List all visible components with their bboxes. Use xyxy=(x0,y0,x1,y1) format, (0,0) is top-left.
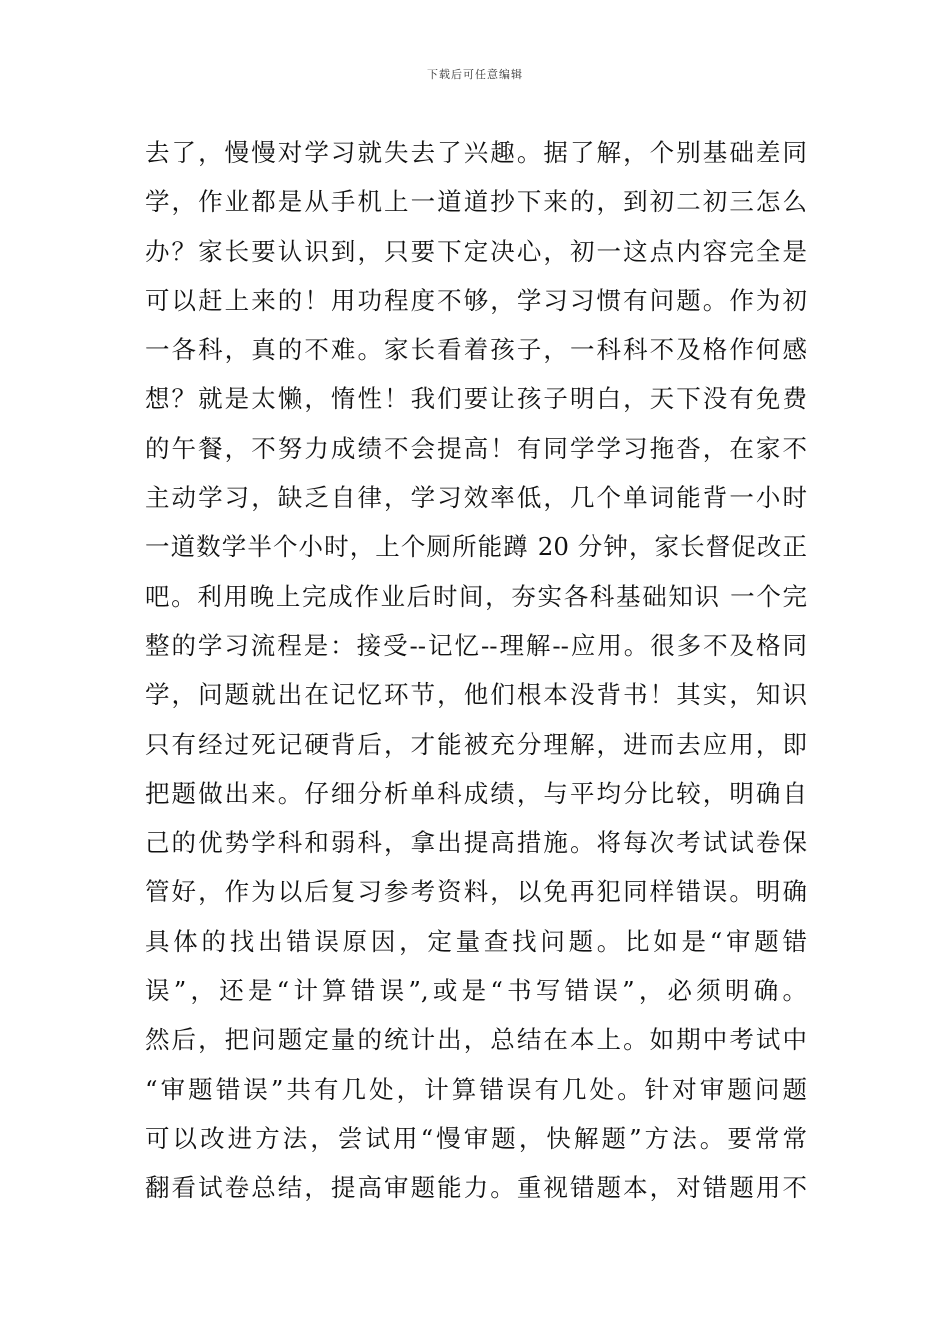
text-line: 一道数学半个小时，上个厕所能蹲 20 分钟，家长督促改正 xyxy=(145,532,807,562)
text-line: 翻看试卷总结，提高审题能力。重视错题本，对错题用不 xyxy=(145,1173,807,1203)
text-line: 可以改进方法，尝试用“慢审题，快解题”方法。要常常 xyxy=(145,1123,807,1153)
text-line: 己的优势学科和弱科，拿出提高措施。将每次考试试卷保 xyxy=(145,828,807,858)
text-line: 一各科，真的不难。家长看着孩子，一科科不及格作何感 xyxy=(145,335,807,365)
text-line: 去了，慢慢对学习就失去了兴趣。据了解，个别基础差同 xyxy=(145,138,807,167)
text-line: 把题做出来。仔细分析单科成绩，与平均分比较，明确自 xyxy=(145,778,807,808)
text-line: 整的学习流程是：接受--记忆--理解--应用。很多不及格同 xyxy=(145,630,807,660)
text-line: 可以赶上来的！用功程度不够，学习习惯有问题。作为初 xyxy=(145,285,807,315)
text-line: 吧。利用晚上完成作业后时间，夯实各科基础知识 一个完 xyxy=(145,581,807,611)
text-line: 办？家长要认识到，只要下定决心，初一这点内容完全是 xyxy=(145,236,807,266)
page-header: 下载后可任意编辑 xyxy=(427,68,523,81)
text-line: 误”，还是“计算错误”,或是“书写错误”，必须明确。 xyxy=(145,976,807,1006)
text-line: “审题错误”共有几处，计算错误有几处。针对审题问题 xyxy=(145,1074,807,1104)
text-line: 的午餐，不努力成绩不会提高！有同学学习拖沓，在家不 xyxy=(145,433,807,463)
text-line: 具体的找出错误原因，定量查找问题。比如是“审题错 xyxy=(145,926,807,956)
text-line: 学，作业都是从手机上一道道抄下来的，到初二初三怎么 xyxy=(145,187,807,217)
text-line: 想？就是太懒，惰性！我们要让孩子明白，天下没有免费 xyxy=(145,384,807,414)
text-line: 然后，把问题定量的统计出，总结在本上。如期中考试中 xyxy=(145,1025,807,1055)
text-line: 管好，作为以后复习参考资料，以免再犯同样错误。明确 xyxy=(145,877,807,907)
text-line: 学，问题就出在记忆环节，他们根本没背书！其实，知识 xyxy=(145,680,807,710)
body-text xyxy=(145,128,807,1213)
text-line: 只有经过死记硬背后，才能被充分理解，进而去应用，即 xyxy=(145,729,807,759)
text-line: 主动学习，缺乏自律，学习效率低，几个单词能背一小时 xyxy=(145,483,807,513)
